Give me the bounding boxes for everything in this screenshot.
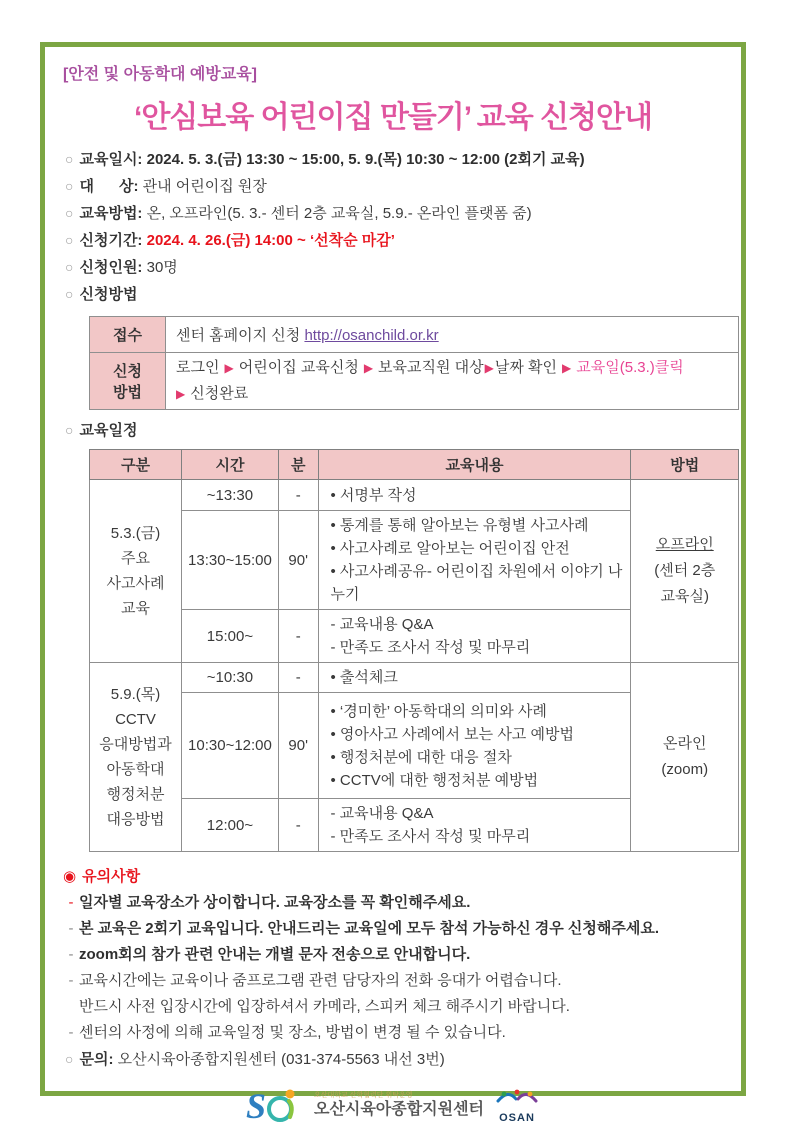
category-tag: [안전 및 아동학대 예방교육] bbox=[63, 66, 258, 83]
content-line: • 사고사례로 알아보는 어린이집 안전 bbox=[330, 540, 570, 557]
page-frame bbox=[40, 42, 746, 1126]
method-line: 온라인 bbox=[662, 735, 707, 752]
arrow-right-icon: ▶ bbox=[363, 361, 374, 375]
notices-title: 유의사항 bbox=[82, 868, 141, 885]
receipt-text: 센터 홈페이지 신청 bbox=[176, 327, 301, 344]
schedule-table bbox=[89, 449, 739, 852]
content-line: - 만족도 조사서 작성 및 마무리 bbox=[330, 639, 531, 656]
dash-bullet: - bbox=[68, 972, 74, 989]
category-line: 응대방법과 bbox=[99, 736, 172, 753]
minutes-cell: - bbox=[278, 663, 318, 693]
notice-text: 교육시간에는 교육이나 줌프로그램 관련 담당자의 전화 응대가 어렵습니다. bbox=[79, 972, 562, 989]
category-line: 대응방법 bbox=[106, 811, 165, 828]
content-cell bbox=[318, 610, 631, 663]
contact-label: 문의: bbox=[79, 1051, 114, 1068]
circle-bullet-icon: ○ bbox=[65, 422, 74, 438]
method-line: (zoom) bbox=[661, 761, 709, 778]
center-name: 오산시육아종합지원센터 bbox=[313, 1100, 485, 1118]
column-header: 시간 bbox=[182, 450, 279, 480]
table-row bbox=[90, 663, 739, 693]
arrow-right-icon: ▶ bbox=[484, 361, 494, 375]
info-item-capacity bbox=[65, 254, 725, 281]
category-line: 주요 bbox=[121, 550, 150, 567]
minutes-cell: 90' bbox=[278, 693, 318, 799]
info-value-deadline: 2024. 4. 26.(금) 14:00 ~ ‘선착순 마감’ bbox=[146, 232, 395, 249]
category-line: 5.9.(목) bbox=[110, 686, 161, 703]
notice-text: zoom회의 참가 관련 안내는 개별 문자 전송으로 안내합니다. bbox=[79, 946, 471, 963]
info-label: 교육방법: bbox=[79, 205, 143, 222]
content-line: • 서명부 작성 bbox=[330, 486, 417, 504]
circle-bullet-icon: ○ bbox=[65, 151, 74, 167]
circle-bullet-icon: ○ bbox=[65, 178, 74, 194]
method-label-line: 방법 bbox=[113, 384, 142, 401]
method-label-line: 신청 bbox=[113, 363, 142, 380]
column-header: 방법 bbox=[631, 450, 739, 480]
notice-line bbox=[63, 1020, 725, 1046]
category-line: 아동학대 bbox=[106, 761, 165, 778]
content-line: - 교육내용 Q&A bbox=[330, 805, 434, 822]
dash-bullet: - bbox=[68, 1024, 74, 1041]
group2-category-cell bbox=[90, 663, 182, 852]
steps-line-2 bbox=[176, 381, 728, 407]
contact-text: 오산시육아종합지원센터 (031-374-5563 내선 3번) bbox=[117, 1051, 445, 1068]
schedule-header-row bbox=[90, 450, 739, 480]
svg-text:S: S bbox=[245, 1086, 267, 1126]
osan-city-emblem bbox=[494, 1087, 540, 1123]
info-item-period bbox=[65, 227, 725, 254]
step: 보육교직원 대상 bbox=[378, 359, 484, 376]
content-cell bbox=[318, 511, 631, 610]
table-row bbox=[90, 353, 739, 410]
step: 어린이집 교육신청 bbox=[238, 359, 359, 376]
info-value: 관내 어린이집 원장 bbox=[142, 178, 267, 195]
schedule-section-label bbox=[65, 418, 725, 443]
info-label: 신청기간: bbox=[79, 232, 143, 249]
content-line: • 출석체크 bbox=[330, 669, 398, 686]
contact-line bbox=[65, 1046, 725, 1073]
column-header: 분 bbox=[278, 450, 318, 480]
info-item-method bbox=[65, 200, 725, 227]
time-cell: 10:30~12:00 bbox=[182, 693, 279, 799]
content-line: • 사고사례공유- 어린이집 차원에서 이야기 나누기 bbox=[330, 563, 623, 603]
circle-bullet-icon: ○ bbox=[65, 205, 74, 221]
content-line: • CCTV에 대한 행정처분 예방법 bbox=[330, 771, 539, 789]
category-line: 교육 bbox=[121, 600, 150, 617]
notice-line bbox=[63, 942, 725, 968]
notice-line bbox=[63, 916, 725, 942]
step: 신청완료 bbox=[190, 385, 249, 402]
content-line: • 통계를 통해 알아보는 유형별 사고사례 bbox=[330, 517, 589, 534]
notice-line bbox=[63, 890, 725, 916]
dash-bullet: - bbox=[68, 920, 74, 937]
category-line: 행정처분 bbox=[106, 786, 165, 803]
receipt-value-cell bbox=[166, 317, 739, 353]
content-line: - 교육내용 Q&A bbox=[330, 616, 434, 633]
logo-tagline: 오산대학교 산학협력단 위탁운영 bbox=[313, 1091, 413, 1099]
column-header: 교육내용 bbox=[318, 450, 631, 480]
dash-bullet: - bbox=[68, 946, 74, 963]
method-steps-cell bbox=[166, 353, 739, 410]
circle-bullet-icon: ○ bbox=[65, 232, 74, 248]
table-row bbox=[90, 317, 739, 353]
content-cell bbox=[318, 693, 631, 799]
section-label-text: 교육일정 bbox=[79, 422, 138, 439]
content-line: - 만족도 조사서 작성 및 마무리 bbox=[330, 828, 531, 845]
dash-bullet bbox=[63, 994, 79, 1020]
steps-line-1 bbox=[176, 355, 728, 381]
info-item-datetime bbox=[65, 146, 725, 173]
circle-bullet-icon: ○ bbox=[65, 286, 74, 302]
footer bbox=[61, 1085, 725, 1125]
website-link[interactable]: http://osanchild.or.kr bbox=[304, 327, 439, 344]
arrow-right-icon: ▶ bbox=[176, 387, 186, 401]
info-item-target bbox=[65, 173, 725, 200]
step: 날짜 확인 bbox=[494, 359, 558, 376]
info-value: 2024. 5. 3.(금) 13:30 ~ 15:00, 5. 9.(목) 10:30 ~ 12:00 (2회기 교육) bbox=[146, 151, 585, 168]
center-logo-text bbox=[314, 1092, 484, 1119]
content-cell bbox=[318, 663, 631, 693]
time-cell: ~10:30 bbox=[182, 663, 279, 693]
notice-text: 센터의 사정에 의해 교육일정 및 장소, 방법이 변경 될 수 있습니다. bbox=[79, 1024, 506, 1041]
circle-bullet-icon: ○ bbox=[65, 1051, 74, 1067]
step: 로그인 bbox=[176, 359, 220, 376]
info-value: 온, 오프라인(5. 3.- 센터 2층 교육실, 5.9.- 온라인 플랫폼 줌) bbox=[146, 205, 532, 222]
info-list bbox=[65, 146, 725, 308]
category-line: CCTV bbox=[115, 711, 156, 728]
dash-bullet: - bbox=[68, 894, 74, 911]
notices-section bbox=[63, 864, 725, 1073]
arrow-right-icon: ▶ bbox=[224, 361, 234, 375]
time-cell: 12:00~ bbox=[182, 799, 279, 852]
table-row bbox=[90, 480, 739, 511]
group1-method-cell bbox=[631, 480, 739, 663]
osan-bird-icon bbox=[494, 1087, 540, 1109]
minutes-cell: - bbox=[278, 480, 318, 511]
notice-line bbox=[63, 968, 725, 994]
category-line: 5.3.(금) bbox=[110, 525, 161, 542]
info-label: 대 상: bbox=[79, 178, 139, 195]
page-title: ‘안심보육 어린이집 만들기’ 교육 신청안내 bbox=[133, 101, 652, 134]
circle-bullet-icon: ○ bbox=[65, 259, 74, 275]
info-label: 신청인원: bbox=[79, 259, 143, 276]
category-line: 사고사례 bbox=[106, 575, 165, 592]
notices-title-line bbox=[63, 864, 725, 890]
notice-line bbox=[63, 994, 725, 1020]
info-label: 신청방법 bbox=[79, 286, 138, 303]
notice-text: 반드시 사전 입장시간에 입장하셔서 카메라, 스피커 체크 해주시기 바랍니다. bbox=[79, 998, 570, 1015]
apply-table bbox=[89, 316, 739, 410]
method-line: 교육실) bbox=[660, 588, 709, 605]
group2-method-cell bbox=[631, 663, 739, 852]
group1-category-cell bbox=[90, 480, 182, 663]
minutes-cell: - bbox=[278, 799, 318, 852]
content-cell bbox=[318, 799, 631, 852]
method-line: 오프라인 bbox=[655, 536, 714, 553]
method-line: (센터 2층 bbox=[654, 562, 716, 579]
time-cell: ~13:30 bbox=[182, 480, 279, 511]
info-value: 30명 bbox=[146, 259, 178, 276]
method-label-cell bbox=[90, 353, 166, 410]
content-line: • 행정처분에 대한 대응 절차 bbox=[330, 748, 512, 766]
content-cell bbox=[318, 480, 631, 511]
receipt-label-cell: 접수 bbox=[90, 317, 166, 353]
center-logo-icon bbox=[246, 1085, 304, 1125]
minutes-cell: 90' bbox=[278, 511, 318, 610]
column-header: 구분 bbox=[90, 450, 182, 480]
target-bullet-icon: ◉ bbox=[63, 868, 77, 885]
time-cell: 15:00~ bbox=[182, 610, 279, 663]
info-label: 교육일시: bbox=[79, 151, 143, 168]
content-line: • ‘경미한’ 아동학대의 의미와 사례 bbox=[330, 702, 547, 720]
arrow-right-icon: ▶ bbox=[562, 361, 572, 375]
step-highlight: 교육일(5.3.)클릭 bbox=[576, 359, 684, 376]
notice-text: 일자별 교육장소가 상이합니다. 교육장소를 꼭 확인해주세요. bbox=[79, 894, 471, 911]
info-item-howto bbox=[65, 281, 725, 308]
minutes-cell: - bbox=[278, 610, 318, 663]
emblem-text: OSAN bbox=[499, 1112, 535, 1124]
time-cell: 13:30~15:00 bbox=[182, 511, 279, 610]
content-line: • 영아사고 사례에서 보는 사고 예방법 bbox=[330, 725, 574, 743]
notice-text: 본 교육은 2회기 교육입니다. 안내드리는 교육일에 모두 참석 가능하신 경우 신청해주세요. bbox=[79, 920, 659, 937]
